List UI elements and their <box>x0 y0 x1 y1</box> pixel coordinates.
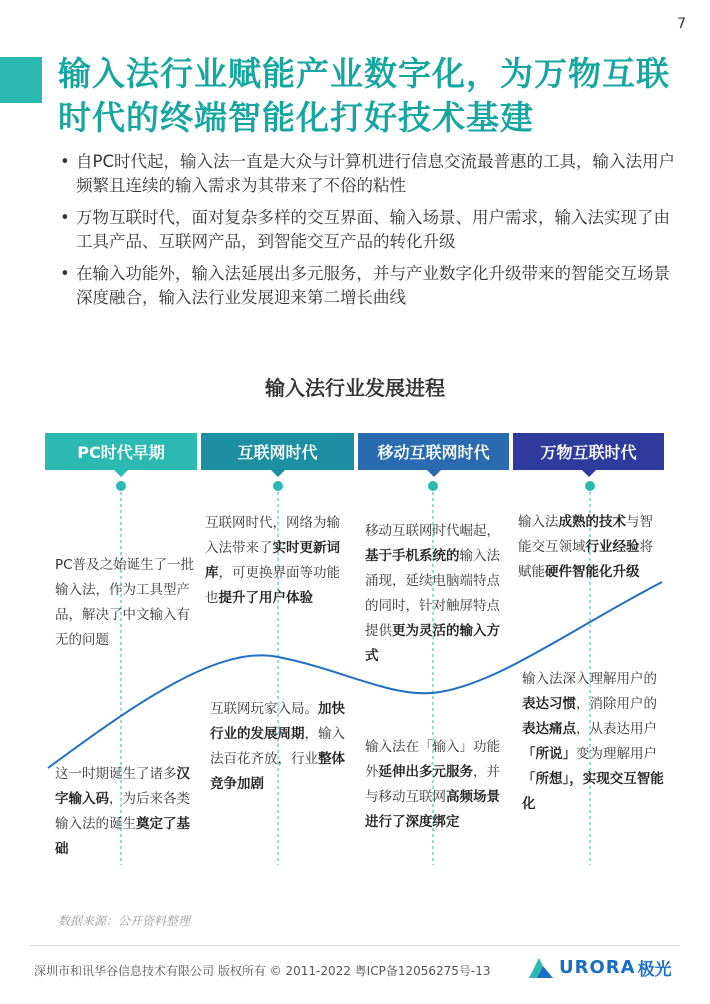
page-number: 7 <box>677 16 686 32</box>
bullet-dot-icon: • <box>60 208 70 227</box>
note-text: 输入法在「输入」功能外 <box>365 739 500 780</box>
note-internet-lower <box>210 697 350 797</box>
bullet-item <box>60 150 680 198</box>
note-highlight: 行业经验 <box>585 539 640 555</box>
note-text: ，从表达用户 <box>576 721 657 737</box>
aurora-logo-icon <box>527 956 555 980</box>
note-pc-upper <box>55 553 195 653</box>
note-highlight: ，实现交互智能化 <box>522 771 664 812</box>
note-highlight: 表达习惯 <box>522 696 576 712</box>
note-highlight: 奠定了基础 <box>55 816 190 857</box>
note-pc-lower <box>55 762 200 862</box>
note-text: 互联网时代，网络为输入法带来了 <box>205 515 340 556</box>
bullet-dot-icon: • <box>60 264 70 283</box>
bullet-text: 万物互联时代，面对复杂多样的交互界面、输入场景、用户需求，输入法实现了由工具产品、互联网产品，到智能交互产品的转化升级 <box>76 208 670 251</box>
era-label: 移动互联网时代 <box>377 443 490 462</box>
note-highlight: 整体竞争加剧 <box>210 751 345 792</box>
note-highlight: 「所想」 <box>522 771 570 787</box>
note-text: 互联网玩家入局。 <box>210 701 318 717</box>
note-highlight: 基于手机系统的 <box>365 548 460 564</box>
note-highlight: 成熟的技术 <box>558 514 626 530</box>
note-mobile-upper <box>365 519 510 669</box>
era-dot-icon <box>116 481 126 491</box>
era-timeline <box>0 433 710 473</box>
data-source: 数据来源：公开资料整理 <box>58 914 191 928</box>
bullet-text: 在输入功能外，输入法延展出多元服务，并与产业数字化升级带来的智能交互场景深度融合，输入法行业发展迎来第二增长曲线 <box>76 264 670 307</box>
era-label: PC时代早期 <box>77 443 165 462</box>
bullet-list <box>60 150 680 318</box>
note-highlight: 硬件智能化升级 <box>545 564 640 580</box>
note-text: 将赋能 <box>518 539 653 580</box>
note-internet-upper <box>205 511 350 611</box>
bullet-item <box>60 262 680 310</box>
note-iot-lower <box>522 667 667 817</box>
era-internet <box>201 433 354 470</box>
footer-divider <box>30 945 680 946</box>
bullet-text: 自PC时代起，输入法一直是大众与计算机进行信息交流最普惠的工具，输入法用户频繁且连续的输入需求为其带来了不俗的粘性 <box>76 152 675 195</box>
note-text: 变为理解用户 <box>576 746 657 762</box>
note-text: ，为后来各类输入法的诞生 <box>55 791 190 832</box>
aurora-logo <box>527 955 672 980</box>
logo-text: URORA <box>559 957 636 978</box>
note-highlight: 提升了用户体验 <box>218 590 313 606</box>
note-text: 移动互联网时代崛起， <box>365 523 500 539</box>
note-text: 与智能交互领域 <box>518 514 653 555</box>
chart-title: 输入法行业发展进程 <box>265 376 445 400</box>
note-highlight: 「所说」 <box>522 746 576 762</box>
note-text: 输入法涌现，延续电脑端特点的同时，针对触屏特点提供 <box>365 548 500 639</box>
note-text: ，并与移动互联网 <box>365 764 500 805</box>
era-dot-icon <box>273 481 283 491</box>
note-text: ，消除用户的 <box>576 696 657 712</box>
note-highlight: 更为灵活的输入方式 <box>365 623 500 664</box>
note-text: ，可更换界面等功能也 <box>205 565 340 606</box>
note-text: 输入法深入理解用户的 <box>522 671 657 687</box>
note-highlight: 实时更新词库 <box>205 540 340 581</box>
footer-copyright: 深圳市和讯华谷信息技术有限公司 版权所有 © 2011-2022 粤ICP备12056275号-13 <box>34 964 491 978</box>
era-label: 万物互联时代 <box>540 443 637 462</box>
note-highlight: 表达痛点 <box>522 721 576 737</box>
bullet-item <box>60 206 680 254</box>
note-highlight: 汉字输入码 <box>55 766 190 807</box>
era-iot <box>513 433 664 470</box>
era-label: 互联网时代 <box>237 443 318 462</box>
era-dot-icon <box>428 481 438 491</box>
note-highlight: 延伸出多元服务 <box>378 764 473 780</box>
page-title: 输入法行业赋能产业数字化，为万物互联时代的终端智能化打好技术基建 <box>58 54 670 137</box>
bullet-dot-icon: • <box>60 152 70 171</box>
logo-cn-text: 极光 <box>637 960 672 980</box>
era-pc-early <box>45 433 197 470</box>
title-accent-bar <box>0 57 42 103</box>
note-text: 输入法 <box>518 514 559 530</box>
era-dot-icon <box>585 481 595 491</box>
note-mobile-lower <box>365 735 510 835</box>
note-highlight: 高频场景进行了深度绑定 <box>365 789 500 830</box>
note-text: PC普及之始诞生了一批输入法，作为工具型产品，解决了中文输入有无的问题 <box>55 557 195 648</box>
note-iot-upper <box>518 510 666 585</box>
note-highlight: 加快行业的发展周期 <box>210 701 345 742</box>
note-text: 这一时期诞生了诸多 <box>55 766 177 782</box>
note-text: ，输入法百花齐放，行业 <box>210 726 345 767</box>
era-mobile-internet <box>358 433 509 470</box>
